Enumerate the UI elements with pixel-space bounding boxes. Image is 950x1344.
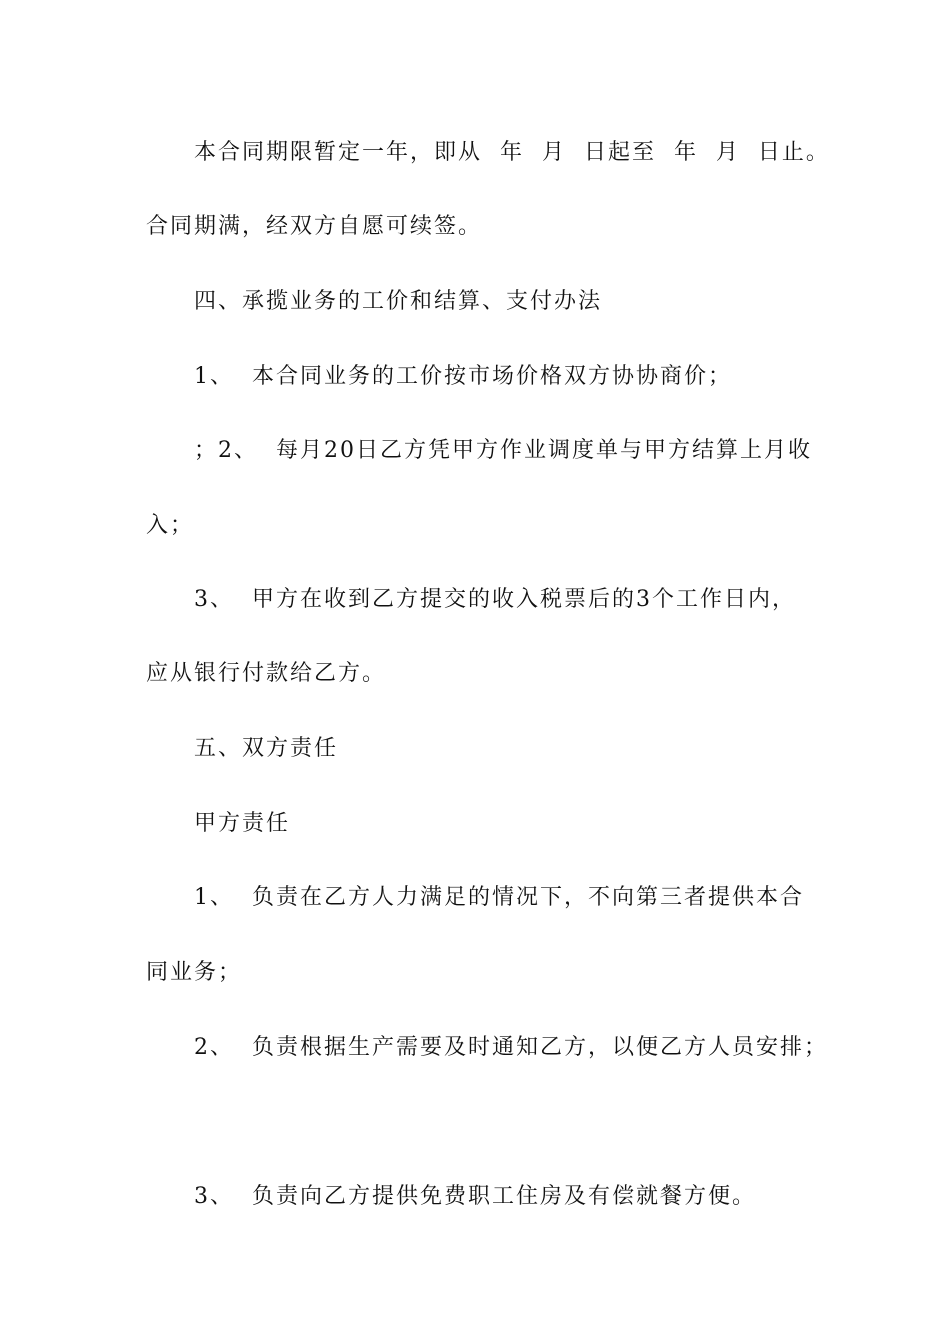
clause-4-1: 1、 本合同业务的工价按市场价格双方协协商价； xyxy=(194,364,732,389)
clause-4-2-cont: 入； xyxy=(146,513,195,538)
duty-a-3: 3、 负责向乙方提供免费职工住房及有偿就餐方便。 xyxy=(194,1184,756,1209)
clause-4-3: 3、 甲方在收到乙方提交的收入税票后的3个工作日内， xyxy=(194,587,796,612)
section-heading-five: 五、双方责任 xyxy=(194,736,339,761)
clause-4-3-cont: 应从银行付款给乙方。 xyxy=(146,661,387,686)
duty-a-2: 2、 负责根据生产需要及时通知乙方，以便乙方人员安排； xyxy=(194,1035,828,1060)
clause-4-2: ；2、 每月20日乙方凭甲方作业调度单与甲方结算上月收 xyxy=(194,438,812,463)
duty-a-1-cont: 同业务； xyxy=(146,960,243,985)
paragraph-contract-term: 本合同期限暂定一年，即从 年 月 日起至 年 月 日止。 xyxy=(194,140,830,165)
section-heading-four: 四、承揽业务的工价和结算、支付办法 xyxy=(194,289,603,314)
duty-a-1: 1、 负责在乙方人力满足的情况下，不向第三者提供本合 xyxy=(194,885,804,910)
subheading-party-a: 甲方责任 xyxy=(194,811,291,836)
paragraph-contract-term-cont: 合同期满，经双方自愿可续签。 xyxy=(146,214,483,239)
